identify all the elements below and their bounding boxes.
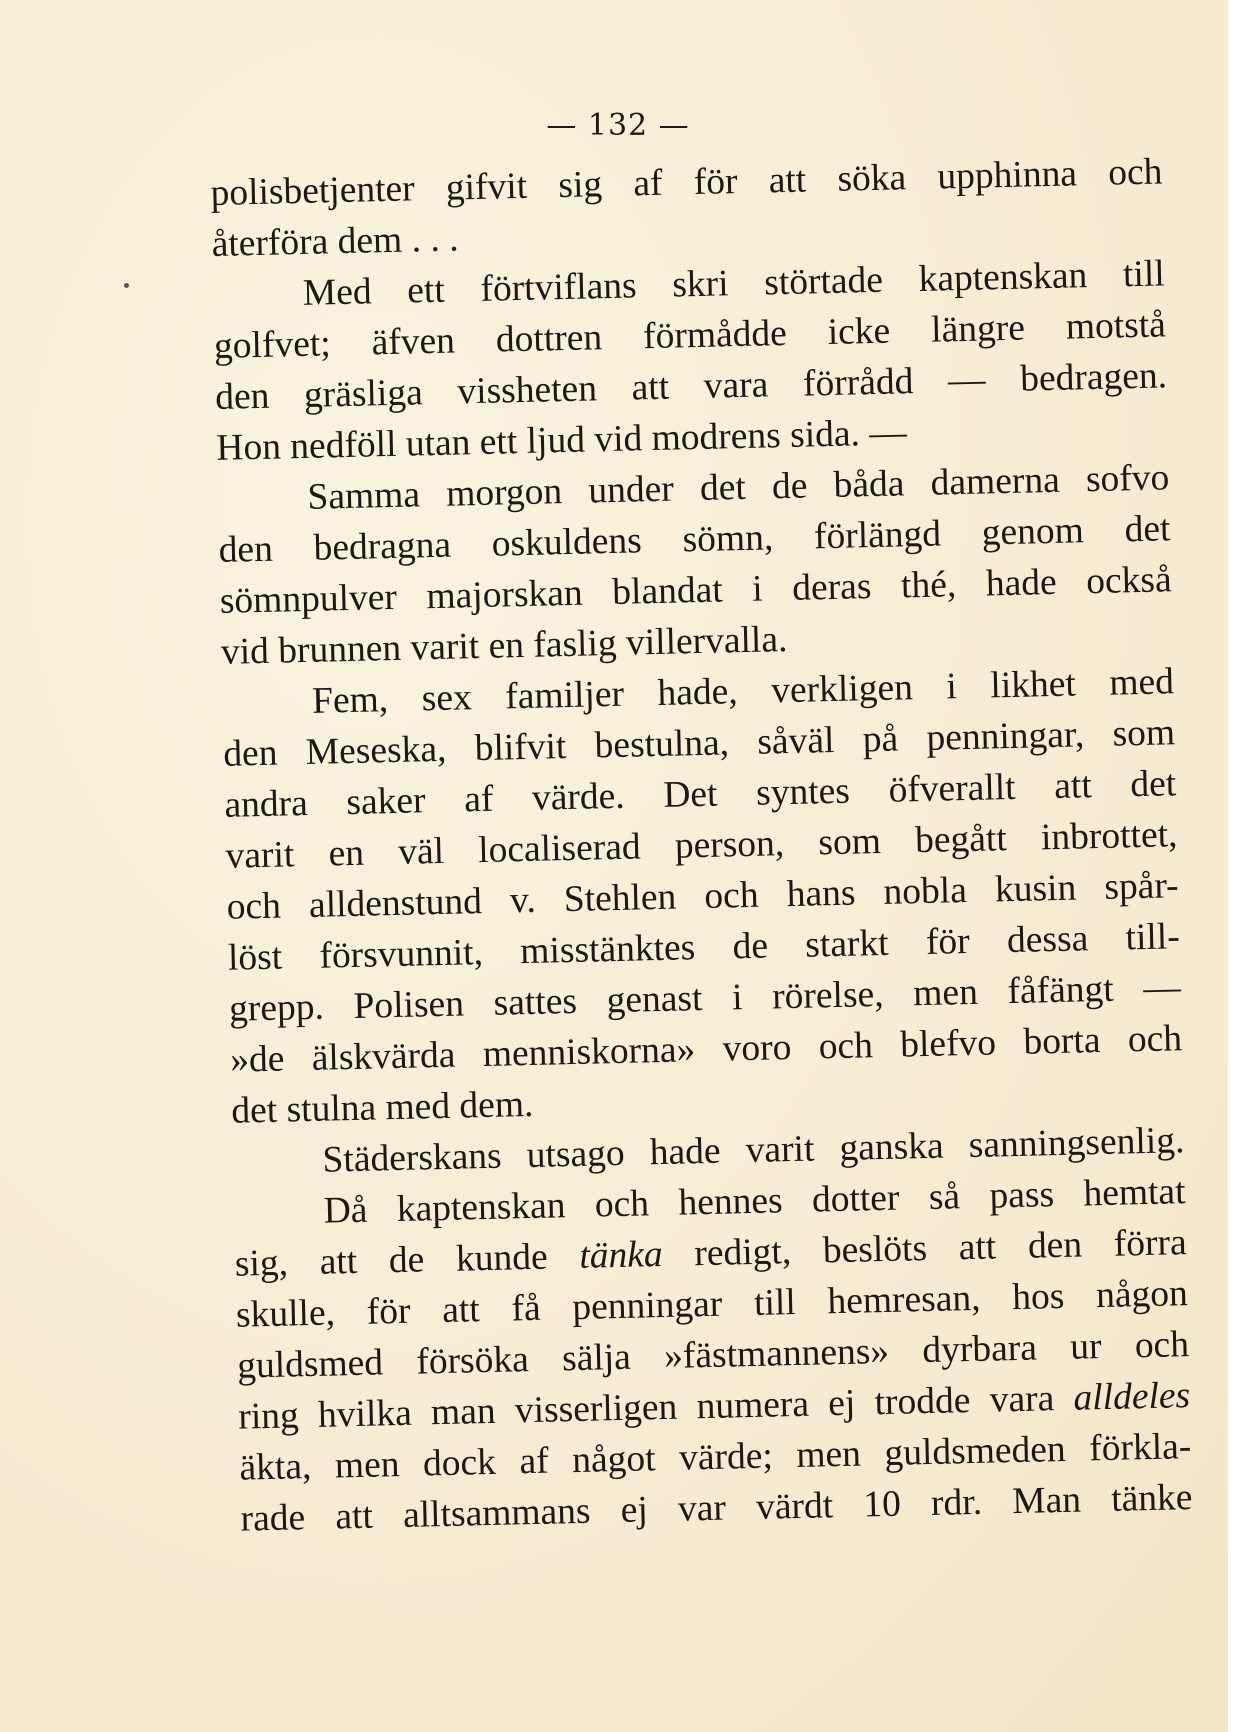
text-line: varit en väl localiserad person, som begått inbrottet, <box>225 814 1178 877</box>
text-run: redigt, beslöts att den förra <box>662 1222 1188 1276</box>
page-edge <box>1228 0 1236 1732</box>
text-line: den bedragna oskuldens sömn, förlängd genom det <box>218 508 1171 571</box>
text-line: Fem, sex familjer hade, verkligen i likhet med <box>311 661 1175 722</box>
text-run: sig, att de kunde <box>234 1235 580 1285</box>
text-run: ring hvilka man visserligen numera ej trodde vara <box>237 1377 1074 1438</box>
ink-spot <box>124 283 129 288</box>
text-line: Då kaptenskan och hennes dotter så pass hemtat <box>323 1171 1186 1232</box>
text-line: polisbetjenter gifvit sig af för att söka upphinna och <box>210 151 1163 214</box>
text-line: Med ett förtviflans skri störtade kaptenskan till <box>302 253 1166 314</box>
text-line: och alldenstund v. Stehlen och hans nobla kusin spår- <box>226 865 1179 928</box>
text-line: Städerskans utsago hade varit ganska sanningsenlig. <box>322 1120 1185 1181</box>
text-line: golfvet; äfven dottren förmådde icke längre motstå <box>213 304 1167 367</box>
text-line: skulle, för att få penningar till hemresan, hos någon <box>235 1273 1189 1336</box>
text-line: det stulna med dem. <box>230 1083 534 1132</box>
text-line: den Meseska, blifvit bestulna, såväl på penningar, som <box>222 712 1176 775</box>
text-line: »de älskvärda menniskorna» voro och blefvo borta och <box>229 1018 1183 1081</box>
text-line: den gräsliga vissheten att vara förrådd — bedragen. <box>214 355 1168 418</box>
emphasized-word: alldeles <box>1073 1375 1191 1419</box>
body-text <box>210 146 1193 1544</box>
text-line: rade att alltsammans ej var värdt 10 rdr. Man tänke <box>240 1477 1193 1540</box>
text-line: löst försvunnit, misstänktes de starkt för dessa till- <box>227 916 1181 979</box>
text-line: grepp. Polisen sattes genast i rörelse, men fåfängt — <box>228 967 1182 1030</box>
page-number: — 132 — <box>546 108 690 143</box>
text-line: Samma morgon under det de båda damerna sofvo <box>307 457 1170 518</box>
emphasized-word: tänka <box>578 1234 664 1277</box>
text-line: vid brunnen varit en faslig villervalla. <box>220 619 788 673</box>
text-line: guldsmed försöka sälja »fästmannens» dyrbara ur och <box>236 1324 1190 1387</box>
text-line: Hon nedföll utan ett ljud vid modrens sida. — <box>215 412 908 469</box>
text-line: äkta, men dock af något värde; men guldsmeden förkla- <box>239 1426 1192 1489</box>
text-line: sömnpulver majorskan blandat i deras thé, hade också <box>219 559 1173 622</box>
text-line: andra saker af värde. Det syntes öfverallt att det <box>223 763 1177 826</box>
text-line: återföra dem . . . <box>211 218 459 265</box>
